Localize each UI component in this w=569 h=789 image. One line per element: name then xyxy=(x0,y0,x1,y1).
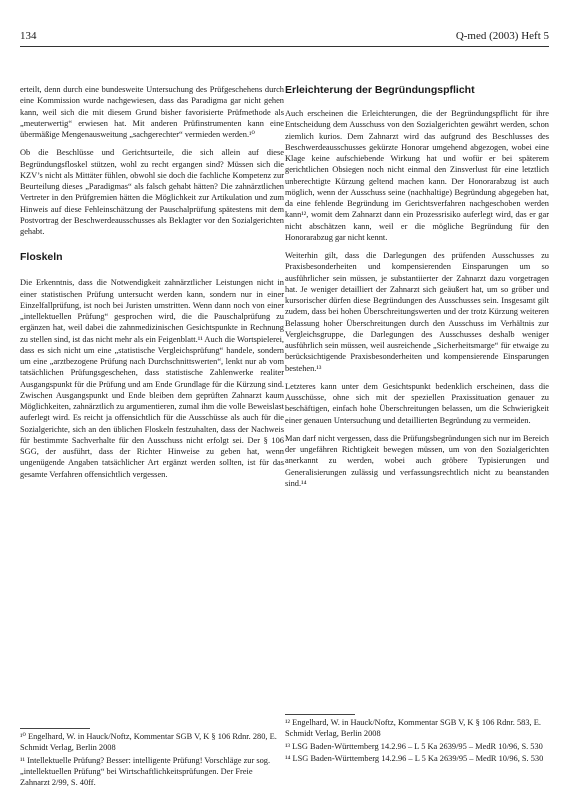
footnote-divider xyxy=(20,728,90,729)
footnote: ¹² Engelhard, W. in Hauck/Noftz, Kommentar SGB V, K § 106 Rdnr. 583, E. Schmidt Verlag, Berlin 2008 xyxy=(285,718,541,739)
right-column xyxy=(285,84,549,496)
footnote: ¹¹ Intellektuelle Prüfung? Besser: intelligente Prüfung! Vorschläge zur sog. „intellektuellen Prüfung“ bei Wirtschaftlichkeitsprüfungen. Der Freie Zahnarzt 2/99, S. 40ff. xyxy=(20,755,271,787)
body-paragraph: Man darf nicht vergessen, dass die Prüfungsbegründungen sich nur im Bereich der ungefähren Richtigkeit bewegen müssen, um von den Sozialgerichten anerkannt zu werden, wobei auch gröbere Typisierungen und Generalisierungen zulässig und verfassungsrechtlich nicht zu beanstanden sind.¹⁴ xyxy=(285,433,549,488)
body-paragraph: Die Erkenntnis, dass die Notwendigkeit zahnärztlicher Leistungen nicht in einer statistischen Prüfung untersucht werden kann, sondern nur in einer Einzelfallprüfung, ist noch bei Juristen umstritten. Wenn dann noch von einer „intellektuellen Prüfung“ gesprochen wird, die die Pauschalprüfung zu ergänzen hat, weil dabei die zahnmedizinischen Gesichtspunkte in Rechnung zu stellen sind, ist das nicht mehr als ein Feigenblatt.¹¹ Auch die Wortspielerei, dass es sich nicht um eine „statistische Vergleichsprüfung“ handele, sondern um eine „arztbezogene Prüfung nach Durchschnittswerten“, lenkt nur ab vom tatsächlichen Prüfungsgeschehen, dass statistische Zahlenwerke realiter Ausgangspunkt für die Prüfung und am Ende Grundlage für die Kürzung sind. Zwischen Ausgangspunkt und Ende bleiben dem geprüften Zahnarzt kaum Möglichkeiten, zahnärztlich zu argumentieren, zumal ihm die volle Beweislast auferlegt wird. Es reicht ja offensichtlich für die Ausschüsse als auch für die Sozialgerichte, sich an den üblichen Floskeln festzuhalten, dass der Nachweis für bestimmte Sachverhalte für den Ausschuss nicht erfolgt sei. Der § 106 SGG, der ausführt, dass der Richter Hinweise zu geben hat, wenn ungenügende Angaben tatsächlicher Art ergänzt werden sollten, ist für das gesamte Verfahren offensichtlich vergessen. xyxy=(20,278,284,479)
body-paragraph: Letzteres kann unter dem Gesichtspunkt bedenklich erscheinen, dass die Ausschüsse, ohne sich mit der speziellen Praxissituation genauer zu beschäftigen, einfach hohe Überschreitungen belassen, um die Schwierigkeit einer genauen Untersuchung und detaillierten Begründung zu vermeiden. xyxy=(285,381,549,425)
footnote: ¹³ LSG Baden-Württemberg 14.2.96 – L 5 Ka 2639/95 – MedR 10/96, S. 530 xyxy=(285,741,543,751)
running-header xyxy=(20,30,549,47)
section-heading: Floskeln xyxy=(20,251,63,264)
footnote: ¹⁰ Engelhard, W. in Hauck/Noftz, Kommentar SGB V, K § 106 Rdnr. 280, E. Schmidt Verlag, Berlin 2008 xyxy=(20,732,277,753)
body-paragraph: Auch erscheinen die Erleichterungen, die der Begründungspflicht für ihre Entscheidung dem Ausschuss von den Sozialgerichten gewährt werden, schon ziemlich kurios. Dem Zahnarzt wird das aufgrund des Beschlusses des Beschwerdeausschusses gekürzte Honorar umgehend abgezogen, wobei eine Klage keine aufschiebende Wirkung hat und wofür er bei späterem gerichtlichen Obsiegen noch nicht einmal den Zinsverlust für eine letztlich unberechtigte Kürzung geltend machen kann. Der Honorarabzug ist auch möglich, wenn der Ausschuss seine (nachhaltige) Begründung abgegeben hat, da eine fehlende Begründung im Gerichtsverfahren nachgeschoben werden kann¹², womit dem Zahnarzt dann ein Prozessrisiko auferlegt wird, das er gar nicht abschätzen kann, weil er die mögliche Begründung für den Honorarabzug gar nicht kennt. xyxy=(285,109,549,242)
body-paragraph: Weiterhin gilt, dass die Darlegungen des prüfenden Ausschusses zu Praxisbesonderheiten und kompensierenden Einsparungen um so ausführlicher sein müssen, je substantiierter der Zahnarzt dazu vorgetragen hat. Je weniger detailliert der Zahnarzt sich geäußert hat, um so gröber und kursorischer dürfen diese Begründungen des Ausschusses sein. Insgesamt gilt zudem, dass bei hohen Überschreitungswerten und der trotz Kürzung weiteren Belassung hoher Überschreitungen durch den Ausschuss im Verhältnis zur Vergleichsgruppe, die Darlegungen des Ausschusses deshalb weniger ausführlich sein müssen, weil ausreichende „Sicherheitsmarge“ für etwaige zu berücksichtigende Praxisbesonderheiten und kompensierende Einsparungen bestehen.¹³ xyxy=(285,251,549,373)
body-paragraph: Ob die Beschlüsse und Gerichtsurteile, die sich allein auf diese Begründungsfloskel stützen, wohl zu recht ergangen sind? Müssen sich die KZV’s nicht als Mittäter fühlen, obwohl sie doch die fachliche Kompetenz zur Beurteilung dieses „Paradigmas“ als falsch gehabt hätten? Die zahnärztlichen Vertreter in den Prüfgremien hätten die Möglichkeit zur Artikulation und zum Hinweis auf diese Fehleinschätzung der Pauschalprüfung spätestens mit dem Postvortrag der Beschwerdeausschusses als Beklagter vor den Sozialgerichten gehabt. xyxy=(20,148,284,236)
footnote-divider xyxy=(285,714,355,715)
page-number: 134 xyxy=(20,30,37,42)
body-paragraph: erteilt, denn durch eine bundesweite Untersuchung des Prüfgeschehens durch eine Kommission wurde nachgewiesen, dass das Paradigma gar nicht gehen kann, weil sich die mit diesem Grund bisher favorisierte Prüfmethode als „meuterwertig“ erwiesen hat. Mit anderen Prüfinstrumenten kann eine übermäßige Mengenausweitung „sachgerechter“ vermieden werden.¹⁰ xyxy=(20,85,284,139)
left-column xyxy=(20,84,284,487)
footnotes-left xyxy=(20,728,284,789)
journal-issue: Q-med (2003) Heft 5 xyxy=(455,30,549,42)
section-heading: Erleichterung der Begründungspflicht xyxy=(285,84,475,96)
footnote: ¹⁴ LSG Baden-Württemberg 14.2.96 – L 5 Ka 2639/95 – MedR 10/96, S. 530 xyxy=(285,753,544,763)
footnotes-right xyxy=(285,714,549,765)
